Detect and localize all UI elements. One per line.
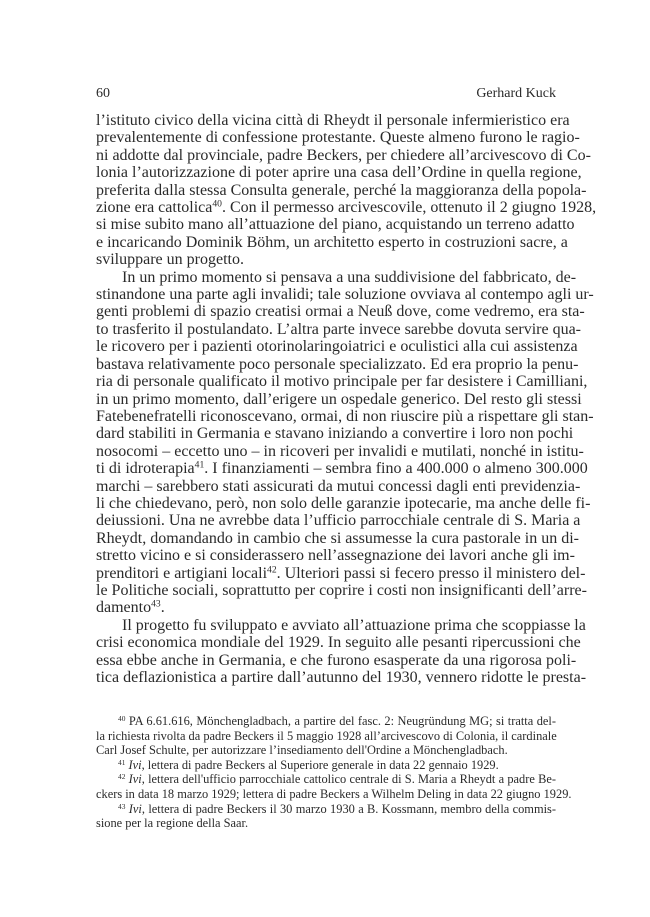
page-number: 60: [96, 86, 110, 101]
text-line: [96, 669, 587, 686]
footnote-line: [96, 714, 556, 729]
text-run: le ricovero per i pazienti otorinolaringoiatrici e oculistici alla cui assistenza: [96, 338, 578, 356]
text-line: [96, 459, 588, 478]
text-line: [96, 146, 591, 164]
text-run: damento: [96, 599, 152, 617]
text-line: [96, 651, 577, 669]
text-run: dard stabiliti in Germania e stavano iniziando a convertire i loro non pochi: [96, 425, 574, 443]
text-run: crisi economica mondiale del 1929. In seguito alle pesanti ripercussioni che: [96, 634, 581, 652]
text-line: [96, 634, 581, 652]
text-line: [96, 425, 574, 443]
text-run: . I finanziamenti – sembra fino a 400.000 o almeno 300.000: [204, 460, 588, 478]
text-line: [96, 129, 580, 147]
text-run: genti problemi di spazio creatisi ormai a Neuß dove, come vedremo, era sta-: [96, 303, 585, 321]
text-line: [96, 529, 579, 547]
text-line: [96, 599, 556, 616]
footnote-ref: 42: [118, 772, 126, 782]
text-run: l’istituto civico della vicina città di Rheydt il personale infermieristico era: [96, 112, 570, 129]
text-line: [96, 442, 584, 460]
text-run: stinandone una parte agli invalidi; tale soluzione ovviava al contempo agli ur-: [96, 286, 594, 304]
text-run: stretto vicino e si considerassero nell’assegnazione dei lavori anche gli im-: [96, 547, 575, 565]
text-run: la richiesta rivolta da padre Beckers il 5 maggio 1928 all’arcivescovo di Colonia, il cardinale: [96, 728, 557, 743]
text-run: lonia l’autorizzazione di poter aprire una casa dell’Ordine in quella regione,: [96, 164, 582, 182]
text-line: [96, 338, 578, 356]
text-line: [96, 581, 587, 599]
text-run: li che chiedevano, però, non solo delle garanzie ipotecarie, ma anche delle fi-: [96, 494, 591, 512]
text-line: [96, 268, 577, 286]
text-run: prenditori e artigiani locali: [96, 564, 268, 582]
text-run: Rheydt, domandando in cambio che si assumesse la cura pastorale in un di-: [96, 529, 579, 547]
text-run: bastava relativamente poco personale specializzato. Ed era proprio la penu-: [96, 355, 579, 373]
text-run: , lettera dell'ufficio parrocchiale cattolico centrale di S. Maria a Rheydt a padre Be-: [141, 772, 556, 787]
text-run: . Ulteriori passi si fecero presso il ministero del-: [276, 564, 586, 582]
footnote-line: [96, 816, 556, 831]
text-run: ria di personale qualificato il motivo principale per far desistere i Camilliani,: [96, 373, 588, 391]
text-line: [96, 303, 585, 321]
text-run: Fatebenefratelli riconoscevano, ormai, di non riuscire più a rispettare gli stan-: [96, 407, 594, 425]
footnote-line: [96, 729, 556, 744]
text-line: [96, 216, 575, 234]
footnote-line: [96, 802, 556, 817]
footnote-line: [96, 786, 572, 802]
text-run: preferita dalla stessa Consulta generale, perché la maggioranza della popola-: [96, 181, 587, 199]
footnote-line: [96, 743, 556, 758]
running-author: Gerhard Kuck: [476, 86, 556, 101]
body-text: [96, 112, 597, 686]
footnote-ref: 42: [267, 564, 277, 576]
footnote-line: [96, 772, 556, 787]
text-run: tica deflazionistica a partire dall’autunno del 1930, vennero ridotte le presta-: [96, 669, 587, 686]
text-run: PA 6.61.616, Mönchengladbach, a partire del fasc. 2: Neugründung MG; si tratta del-: [125, 714, 556, 728]
text-line: [96, 198, 597, 217]
footnote-ref: 40: [118, 713, 126, 723]
text-line: [96, 547, 575, 565]
text-line: [96, 320, 581, 338]
footnote-ref: 40: [212, 198, 222, 210]
footnote-ref: 43: [118, 801, 126, 811]
text-run: in un primo momento, dall’erigere un ospedale generico. Del resto gli stessi: [96, 390, 582, 408]
text-line: [96, 233, 568, 251]
text-line: [96, 181, 587, 199]
text-line: [96, 512, 581, 530]
text-run: ni addotte dal provinciale, padre Beckers, per chiedere all’arcivescovo di Co-: [96, 146, 591, 164]
text-line: [96, 564, 586, 582]
text-run: , lettera di padre Beckers il 30 marzo 1930 a B. Kossmann, membro della commis-: [141, 801, 556, 816]
text-run: prevalentemente di confessione protestante. Queste almeno furono le ragio-: [96, 129, 580, 147]
text-run: essa ebbe anche in Germania, e che furono esasperate da una rigorosa poli-: [96, 651, 577, 669]
text-run: to trasferito il postulandato. L’altra parte invece sarebbe dovuta servire qua-: [96, 320, 581, 338]
text-line: [96, 373, 588, 391]
text-line: [96, 494, 591, 512]
text-run: Carl Josef Schulte, per autorizzare l’insediamento dell'Ordine a Mönchengladbach.: [96, 743, 508, 758]
footnote-line: [96, 758, 556, 773]
text-line: [96, 407, 594, 425]
text-line: [96, 286, 594, 304]
text-run: le Politiche sociali, soprattutto per coprire i costi non insignificanti dell’arre-: [96, 581, 587, 599]
text-line: [96, 616, 586, 634]
text-run: sione per la regione della Saar.: [96, 816, 249, 831]
italic-text: Ivi: [128, 801, 142, 816]
text-run: ckers in data 18 marzo 1929; lettera di padre Beckers a Wilhelm Deling in data 22 giugno 1929.: [96, 786, 572, 801]
text-line: [96, 390, 582, 408]
text-run: deiussioni. Una ne avrebbe data l’ufficio parrocchiale centrale di S. Maria a: [96, 512, 581, 530]
text-run: . Con il permesso arcivescovile, ottenuto il 2 giugno 1928,: [221, 199, 597, 217]
text-line: [96, 355, 579, 373]
footnote-ref: 41: [118, 757, 126, 767]
running-header: [96, 86, 556, 102]
footnotes: [96, 713, 572, 831]
text-line: [96, 251, 556, 268]
text-run: .: [160, 599, 165, 617]
text-run: nosocomi – eccetto uno – in ricoveri per invalidi e mutilati, nonché in istitu-: [96, 442, 584, 460]
text-run: si mise subito mano all’attuazione del piano, acquistando un terreno adatto: [96, 216, 575, 234]
text-line: [96, 112, 570, 129]
text-run: Il progetto fu sviluppato e avviato all’attuazione prima che scoppiasse la: [122, 616, 586, 634]
text-run: sviluppare un progetto.: [96, 251, 244, 269]
text-line: [96, 164, 582, 182]
text-run: In un primo momento si pensava a una suddivisione del fabbricato, de-: [122, 268, 577, 286]
italic-text: Ivi: [128, 757, 142, 772]
footnote-ref: 41: [194, 459, 205, 471]
text-run: ti di idroterapia: [96, 460, 195, 478]
text-run: , lettera di padre Beckers al Superiore generale in data 22 gennaio 1929.: [141, 757, 499, 772]
footnote-ref: 43: [151, 599, 161, 611]
text-run: zione era cattolica: [96, 199, 213, 217]
text-line: [96, 477, 581, 495]
text-run: marchi – sarebbero stati assicurati da mutui concessi dagli enti previdenzia-: [96, 477, 581, 495]
text-run: e incaricando Dominik Böhm, un architetto esperto in costruzioni sacre, a: [96, 233, 568, 251]
italic-text: Ivi: [128, 772, 142, 787]
